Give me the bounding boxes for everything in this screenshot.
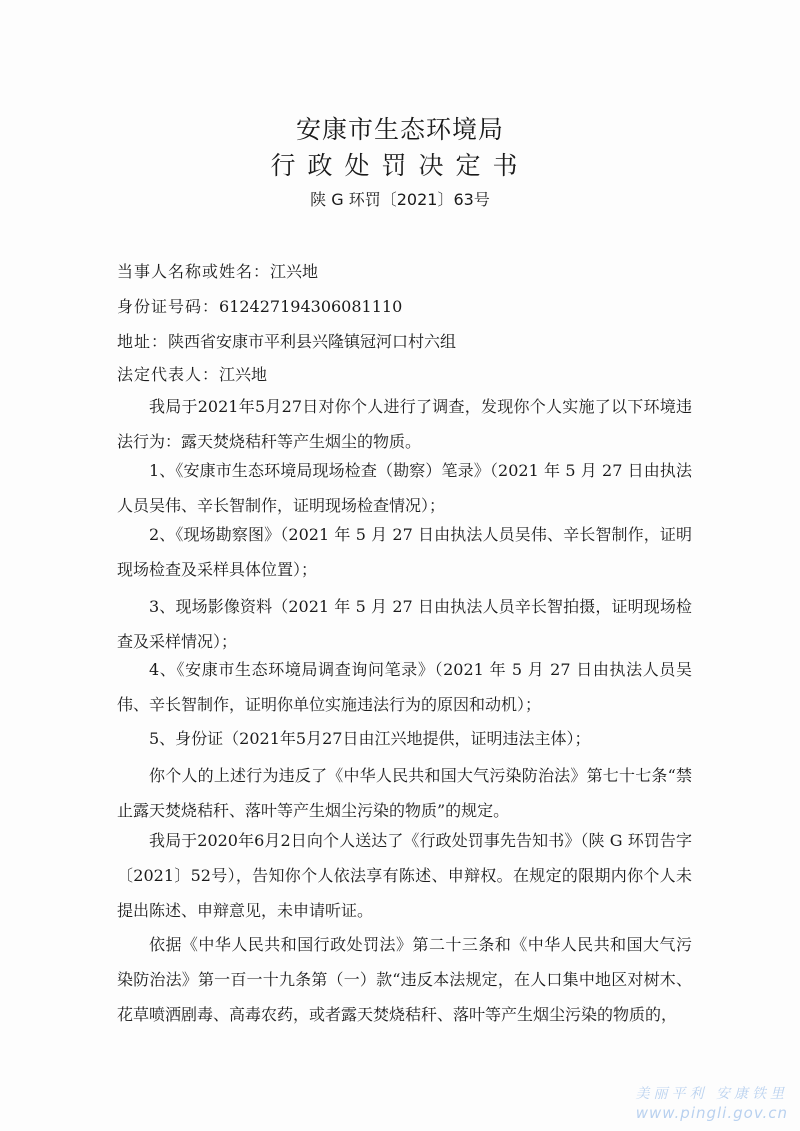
party-representative-field: [117, 362, 267, 385]
watermark-slogan: 美丽平利 安康铁里: [635, 1086, 788, 1102]
body-paragraph-legal-basis: 依据《中华人民共和国行政处罚法》第二十三条和《中华人民共和国大气污染防治法》第一百一十九条第（一）款“违反本法规定，在人口集中地区对树木、花草喷洒剧毒、高毒农药，或者露天焚烧秸秆、落叶等产生烟尘污染的物质的，: [117, 935, 692, 1024]
evidence-item-3: 3、现场影像资料（2021 年 5 月 27 日由执法人员辛长智拍摄，证明现场检查及采样情况）；: [117, 597, 692, 651]
party-name-value: 江兴地: [270, 262, 319, 281]
party-id-value: 612427194306081110: [219, 297, 403, 316]
party-name-label: 当事人名称或姓名：: [117, 262, 271, 281]
document-type-title: 行政处罚决定书: [270, 151, 530, 180]
body-paragraph-notice: 我局于2020年6月2日向个人送达了《行政处罚事先告知书》（陕 G 环罚告字〔2021〕52号），告知你个人依法享有陈述、申辩权。在规定的限期内你个人未提出陈述、申辩意见，未申请听证。: [117, 831, 692, 920]
party-representative-label: 法定代表人：: [117, 365, 220, 384]
party-address-value: 陕西省安康市平利县兴隆镇冠河口村六组: [168, 332, 457, 351]
party-address-field: [117, 329, 456, 352]
evidence-item-2: 2、《现场勘察图》（2021 年 5 月 27 日由执法人员吴伟、辛长智制作，证明现场检查及采样具体位置）；: [117, 525, 692, 579]
watermark-url: www.pingli.gov.cn: [635, 1104, 788, 1122]
agency-title: 安康市生态环境局: [295, 115, 504, 144]
body-paragraph-investigation: 我局于2021年5月27日对你个人进行了调查，发现你个人实施了以下环境违法行为：露天焚烧秸秆等产生烟尘的物质。: [117, 397, 692, 451]
site-watermark: [636, 1083, 788, 1122]
party-representative-value: 江兴地: [219, 365, 268, 384]
party-id-field: [117, 294, 402, 317]
body-paragraph-violation: 你个人的上述行为违反了《中华人民共和国大气污染防治法》第七十七条“禁止露天焚烧秸秆、落叶等产生烟尘污染的物质”的规定。: [117, 766, 692, 820]
evidence-item-4: 4、《安康市生态环境局调查询问笔录》（2021 年 5 月 27 日由执法人员吴伟、辛长智制作，证明你单位实施违法行为的原因和动机）；: [117, 660, 692, 714]
party-name-field: [117, 259, 318, 282]
party-id-label: 身份证号码：: [117, 297, 220, 316]
evidence-item-1: 1、《安康市生态环境局现场检查（勘察）笔录》（2021 年 5 月 27 日由执法人员吴伟、辛长智制作，证明现场检查情况）；: [117, 461, 692, 515]
party-address-label: 地址：: [117, 332, 169, 351]
document-number: 陕 G 环罚〔2021〕63号: [310, 190, 490, 209]
evidence-item-5: 5、身份证（2021年5月27日由江兴地提供，证明违法主体）；: [149, 729, 591, 748]
